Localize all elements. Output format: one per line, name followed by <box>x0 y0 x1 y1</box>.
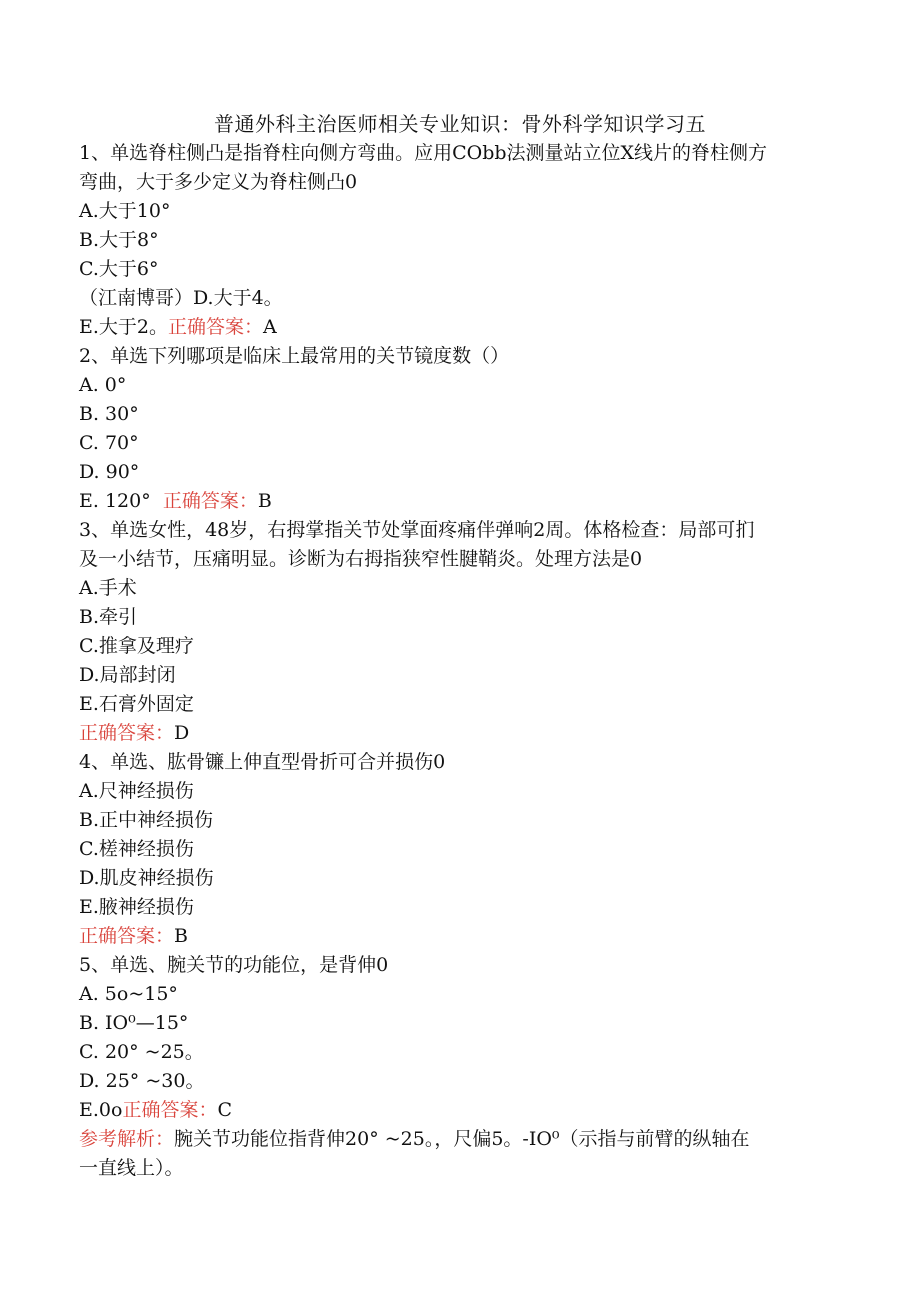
q3-option-b: B.牵引 <box>79 606 138 628</box>
q1-option-e-line <box>79 313 277 342</box>
q3-stem-line-1: 3、单选女性，48岁，右拇掌指关节处掌面疼痛伴弹响2周。体格检查：局部可扪 <box>79 519 755 541</box>
q1-option-b: B.大于8° <box>79 229 159 251</box>
document-title: 普通外科主治医师相关专业知识：骨外科学知识学习五 <box>214 112 706 136</box>
q2-option-b: B. 30° <box>79 403 139 425</box>
q1-option-c: C.大于6° <box>79 258 159 280</box>
q2-option-e-line <box>79 487 272 516</box>
q5-analysis-line-1 <box>79 1125 750 1154</box>
q5-answer-label: 正确答案： <box>122 1099 218 1121</box>
q5-analysis-line-2: 一直线上）。 <box>79 1157 184 1179</box>
q4-option-d: D.肌皮神经损伤 <box>79 867 214 889</box>
q4-option-c: C.槎神经损伤 <box>79 838 194 860</box>
q2-option-e: E. 120° <box>79 490 151 512</box>
q2-option-c: C. 70° <box>79 432 139 454</box>
q2-answer: B <box>257 490 272 512</box>
q3-stem-line-2: 及一小结节，压痛明显。诊断为右拇指狭窄性腱鞘炎。处理方法是0 <box>79 548 643 570</box>
q5-answer: C <box>217 1099 232 1121</box>
q5-stem-line-1: 5、单选、腕关节的功能位，是背伸0 <box>79 954 389 976</box>
q2-option-a: A. 0° <box>79 374 127 396</box>
q1-option-e: E.大于2。 <box>79 316 168 338</box>
q3-answer-label: 正确答案： <box>79 722 175 744</box>
q4-option-b: B.正中神经损伤 <box>79 809 214 831</box>
q4-option-a: A.尺神经损伤 <box>79 780 194 802</box>
q3-answer-line <box>79 719 189 748</box>
q5-option-e: E.0o <box>79 1099 123 1121</box>
q4-stem-line-1: 4、单选、肱骨镰上伸直型骨折可合并损伤0 <box>79 751 446 773</box>
q5-option-d: D. 25° ~30。 <box>79 1070 205 1092</box>
q1-option-a: A.大于10° <box>79 200 171 222</box>
q1-option-d: （江南博哥）D.大于4。 <box>79 287 283 309</box>
q5-option-a: A. 5o~15° <box>79 983 178 1005</box>
q3-option-e: E.石膏外固定 <box>79 693 194 715</box>
q2-stem-line-1: 2、单选下列哪项是临床上最常用的关节镜度数（） <box>79 345 510 367</box>
q5-option-c: C. 20° ~25。 <box>79 1041 204 1063</box>
q5-analysis-label: 参考解析： <box>79 1128 175 1150</box>
q5-option-b: B. IO⁰—15° <box>79 1012 189 1034</box>
q3-option-d: D.局部封闭 <box>79 664 176 686</box>
q3-option-c: C.推拿及理疗 <box>79 635 194 657</box>
q3-option-a: A.手术 <box>79 577 137 599</box>
q1-stem-line-1: 1、单选脊柱侧凸是指脊柱向侧方弯曲。应用CObb法测量站立位X线片的脊柱侧方 <box>79 142 768 164</box>
q4-option-e: E.腋神经损伤 <box>79 896 194 918</box>
q4-answer: B <box>174 925 188 947</box>
q2-answer-label: 正确答案： <box>162 490 258 512</box>
q2-option-d: D. 90° <box>79 461 140 483</box>
q5-option-e-line <box>79 1096 232 1125</box>
q1-answer: A <box>263 316 277 338</box>
q3-answer: D <box>174 722 190 744</box>
q4-answer-label: 正确答案： <box>79 925 175 947</box>
q1-stem-line-2: 弯曲，大于多少定义为脊柱侧凸0 <box>79 171 358 193</box>
q1-answer-label: 正确答案： <box>168 316 264 338</box>
q4-answer-line <box>79 922 188 951</box>
q5-analysis-text-1: 腕关节功能位指背伸20° ~25。，尺偏5。-IO⁰（示指与前臂的纵轴在 <box>174 1128 750 1150</box>
